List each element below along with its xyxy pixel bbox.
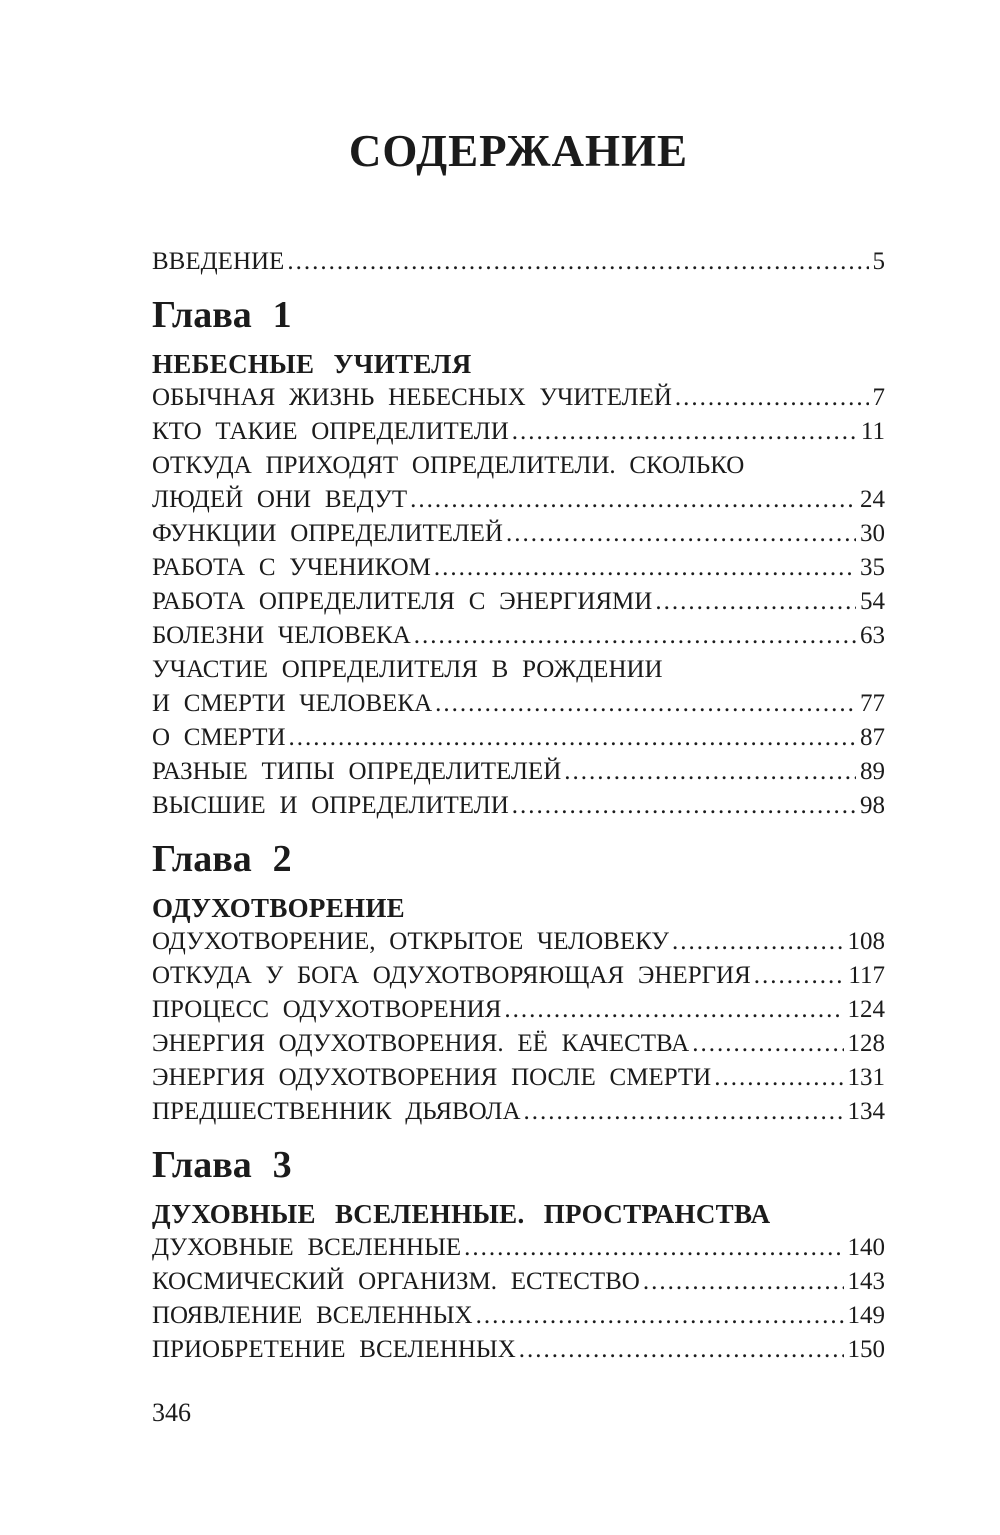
toc-entry-page: 149 <box>847 1302 885 1329</box>
toc-entry-label: ЭНЕРГИЯ ОДУХОТВОРЕНИЯ. ЕЁ КАЧЕСТВА <box>152 1030 690 1057</box>
toc-entry <box>152 1061 885 1095</box>
dot-leader <box>754 959 845 993</box>
toc-entry-label: ОДУХОТВОРЕНИЕ, ОТКРЫТОЕ ЧЕЛОВЕКУ <box>152 928 670 955</box>
toc-entry-label: БОЛЕЗНИ ЧЕЛОВЕКА <box>152 622 411 649</box>
toc-entry <box>152 721 885 755</box>
toc-entry-label: ОБЫЧНАЯ ЖИЗНЬ НЕБЕСНЫХ УЧИТЕЛЕЙ <box>152 384 672 411</box>
chapter-heading-2: Глава 2 <box>152 838 292 880</box>
section-title-2: ОДУХОТВОРЕНИЕ <box>152 893 405 923</box>
toc-entry-label: О СМЕРТИ <box>152 724 286 751</box>
dot-leader <box>519 1333 844 1367</box>
toc-entry <box>152 925 885 959</box>
toc-entry-label: РАБОТА С УЧЕНИКОМ <box>152 554 431 581</box>
dot-leader <box>435 687 856 721</box>
toc-entry <box>152 585 885 619</box>
toc-entry-page: 77 <box>860 690 885 717</box>
toc-entry-page: 143 <box>847 1268 885 1295</box>
toc-entry-label: КОСМИЧЕСКИЙ ОРГАНИЗМ. ЕСТЕСТВО <box>152 1268 640 1295</box>
chapter-block-3 <box>152 1143 885 1367</box>
toc-entry-page: 124 <box>847 996 885 1023</box>
section-title-1: НЕБЕСНЫЕ УЧИТЕЛЯ <box>152 349 472 379</box>
toc-entry <box>152 245 885 279</box>
toc-entry-label: РАБОТА ОПРЕДЕЛИТЕЛЯ С ЭНЕРГИЯМИ <box>152 588 653 615</box>
toc-entry <box>152 1333 885 1367</box>
dot-leader <box>476 1299 844 1333</box>
toc-entry-label: ПРОЦЕСС ОДУХОТВОРЕНИЯ <box>152 996 502 1023</box>
chapter-heading-3: Глава 3 <box>152 1144 292 1186</box>
page-title: СОДЕРЖАНИЕ <box>348 126 689 176</box>
dot-leader <box>655 585 856 619</box>
toc-entry <box>152 517 885 551</box>
dot-leader <box>506 517 856 551</box>
dot-leader <box>692 1027 843 1061</box>
dot-leader <box>504 993 843 1027</box>
dot-leader <box>564 755 856 789</box>
toc-entry <box>152 1299 885 1333</box>
toc-entry-page: 134 <box>847 1098 885 1125</box>
dot-leader <box>512 415 857 449</box>
toc-entry <box>152 1265 885 1299</box>
toc-entry-label: ПРЕДШЕСТВЕННИК ДЬЯВОЛА <box>152 1098 521 1125</box>
toc-entry <box>152 959 885 993</box>
toc-entry-page: 89 <box>860 758 885 785</box>
toc-entry-label: ОТКУДА У БОГА ОДУХОТВОРЯЮЩАЯ ЭНЕРГИЯ <box>152 962 751 989</box>
toc-entry-first-line <box>152 449 885 483</box>
toc-entry-page: 35 <box>860 554 885 581</box>
toc-entry-page: 7 <box>872 384 885 411</box>
toc-entry <box>152 415 885 449</box>
toc-entry-page: 131 <box>847 1064 885 1091</box>
toc-entry-page: 140 <box>847 1234 885 1261</box>
dot-leader <box>524 1095 844 1129</box>
toc-entry <box>152 381 885 415</box>
toc-entry-page: 30 <box>860 520 885 547</box>
toc-entry <box>152 551 885 585</box>
toc-entry <box>152 483 885 517</box>
toc-entry-page: 108 <box>847 928 885 955</box>
dot-leader <box>464 1231 843 1265</box>
dot-leader <box>410 483 856 517</box>
toc-entry-label: И СМЕРТИ ЧЕЛОВЕКА <box>152 690 433 717</box>
section-title-3: ДУХОВНЫЕ ВСЕЛЕННЫЕ. ПРОСТРАНСТВА <box>152 1199 771 1229</box>
toc-entry <box>152 1095 885 1129</box>
toc-intro-block <box>152 245 885 279</box>
toc-entry-page: 11 <box>860 418 885 445</box>
dot-leader <box>672 925 843 959</box>
toc-entry-label: ЭНЕРГИЯ ОДУХОТВОРЕНИЯ ПОСЛЕ СМЕРТИ <box>152 1064 712 1091</box>
toc-entry-label: УЧАСТИЕ ОПРЕДЕЛИТЕЛЯ В РОЖДЕНИИ <box>152 656 663 683</box>
toc-entry-label: ПОЯВЛЕНИЕ ВСЕЛЕННЫХ <box>152 1302 473 1329</box>
dot-leader <box>414 619 856 653</box>
toc-entry-label: ОТКУДА ПРИХОДЯТ ОПРЕДЕЛИТЕЛИ. СКОЛЬКО <box>152 452 745 479</box>
toc-entry-page: 63 <box>860 622 885 649</box>
toc-entry-page: 117 <box>848 962 885 989</box>
chapter-block-2 <box>152 837 885 1129</box>
dot-leader <box>512 789 856 823</box>
chapter-heading-1: Глава 1 <box>152 294 292 336</box>
toc-entry <box>152 619 885 653</box>
dot-leader <box>643 1265 844 1299</box>
toc-entry-page: 24 <box>860 486 885 513</box>
dot-leader <box>434 551 856 585</box>
toc-entry <box>152 1027 885 1061</box>
dot-leader <box>714 1061 843 1095</box>
toc-content <box>152 0 885 1367</box>
toc-entry-label: ВВЕДЕНИЕ <box>152 248 285 275</box>
toc-entry <box>152 755 885 789</box>
toc-entry-page: 98 <box>860 792 885 819</box>
toc-entry-label: КТО ТАКИЕ ОПРЕДЕЛИТЕЛИ <box>152 418 509 445</box>
toc-entry-page: 54 <box>860 588 885 615</box>
toc-entry-page: 87 <box>860 724 885 751</box>
toc-entry-label: ЛЮДЕЙ ОНИ ВЕДУТ <box>152 486 408 513</box>
toc-entry <box>152 789 885 823</box>
toc-entry-label: ДУХОВНЫЕ ВСЕЛЕННЫЕ <box>152 1234 462 1261</box>
toc-entry-first-line <box>152 653 885 687</box>
toc-entry-label: РАЗНЫЕ ТИПЫ ОПРЕДЕЛИТЕЛЕЙ <box>152 758 562 785</box>
toc-entry <box>152 1231 885 1265</box>
toc-entry <box>152 993 885 1027</box>
toc-entry <box>152 687 885 721</box>
folio-page-number: 346 <box>152 1398 191 1427</box>
toc-entry-page: 150 <box>847 1336 885 1363</box>
toc-entry-page: 5 <box>872 248 885 275</box>
toc-entry-page: 128 <box>847 1030 885 1057</box>
dot-leader <box>289 721 856 755</box>
dot-leader <box>675 381 869 415</box>
toc-entry-label: ПРИОБРЕТЕНИЕ ВСЕЛЕННЫХ <box>152 1336 516 1363</box>
chapter-block-1 <box>152 293 885 823</box>
dot-leader <box>287 245 868 279</box>
toc-entry-label: ФУНКЦИИ ОПРЕДЕЛИТЕЛЕЙ <box>152 520 503 547</box>
toc-entry-label: ВЫСШИЕ И ОПРЕДЕЛИТЕЛИ <box>152 792 509 819</box>
